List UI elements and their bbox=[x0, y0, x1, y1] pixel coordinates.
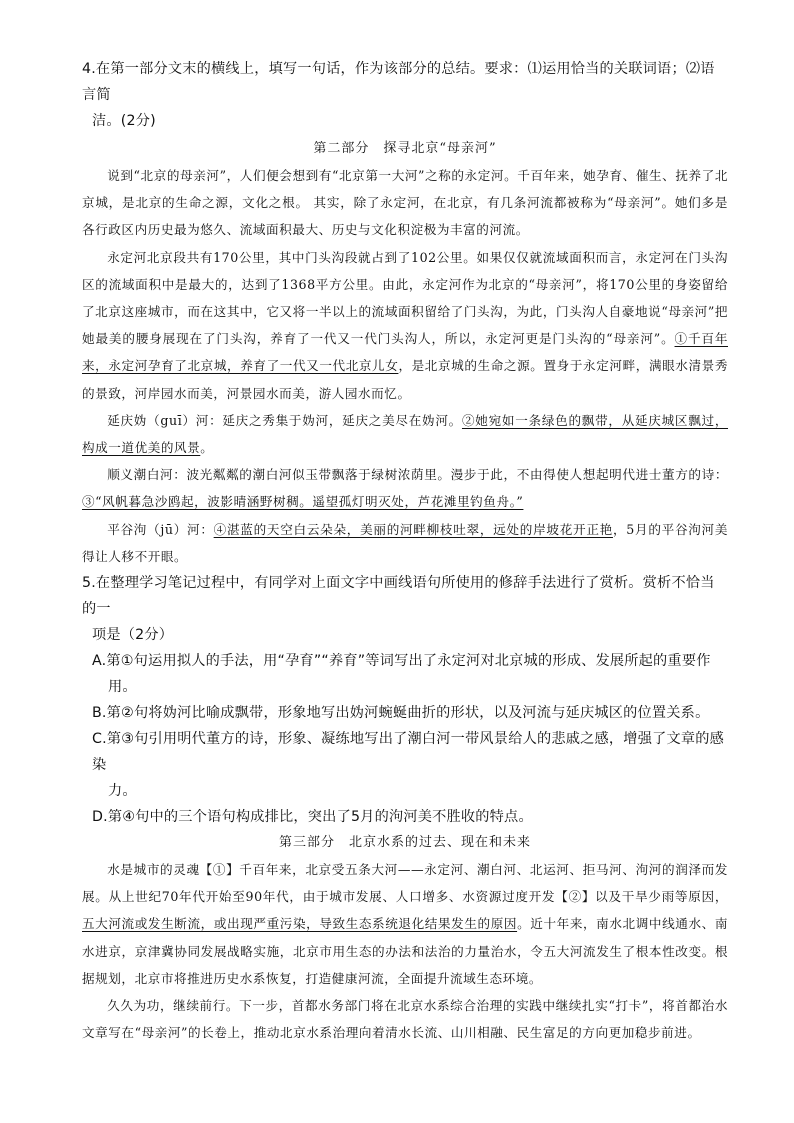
question-5 bbox=[82, 570, 728, 648]
underlined-sentence-1: ①千百年来，永定河孕育了北京城，养育了一代又一代北京儿女 bbox=[82, 331, 728, 374]
part2-paragraph-5-text-a: 平谷泃（jū）河： bbox=[107, 521, 214, 537]
option-a-line1: A.第①句运用拟人的手法，用“孕育”“养育”等词写出了永定河对北京城的形成、发展所起的重要作 bbox=[92, 653, 711, 670]
question-4 bbox=[82, 56, 728, 134]
option-d-line1: D.第④句中的三个语句构成排比，突出了5月的泃河美不胜收的特点。 bbox=[92, 809, 533, 826]
underlined-sentence-4: ④湛蓝的天空白云朵朵，美丽的河畔柳枝吐翠，远处的岸坡花开正艳 bbox=[213, 521, 613, 537]
option-c-line1: C.第③句引用明代董方的诗，形象、凝练地写出了潮白河一带风景给人的悲戚之感，增强了文章的感染 bbox=[92, 731, 725, 774]
option-c[interactable] bbox=[92, 726, 728, 804]
part2-paragraph-3 bbox=[82, 407, 728, 461]
question-5-line1: 5.在整理学习笔记过程中，有同学对上面文字中画线语句所使用的修辞手法进行了赏析。赏析不恰当的一 bbox=[82, 575, 715, 618]
part2-paragraph-5 bbox=[82, 516, 728, 570]
option-a[interactable] bbox=[92, 648, 728, 700]
part2-paragraph-4-text-a: 顺义潮白河：波光粼粼的潮白河似玉带飘落于绿树浓荫里。漫步于此，不由得使人想起明代进士董方的诗： bbox=[107, 467, 728, 483]
option-a-line2: 用。 bbox=[108, 679, 137, 696]
question-4-stem bbox=[82, 56, 728, 134]
option-c-line2: 力。 bbox=[108, 783, 137, 800]
part2-paragraph-1: 说到“北京的母亲河”，人们便会想到有“北京第一大河”之称的永定河。千百年来，她孕育、催生、抚养了北京城，是北京的生命之源，文化之根。 其实，除了永定河，在北京，有几条河流都被称为“母亲河”。她们多是各行政区内历史最为悠久、流域面积最大、历史与文化积淀极为丰富的河流。 bbox=[82, 168, 728, 238]
part2-paragraph-5-text-b: ，5月的平谷泃河美得让人移不开眼。 bbox=[82, 521, 729, 564]
question-4-line1: 4.在第一部分文末的横线上，填写一句话，作为该部分的总结。要求：⑴运用恰当的关联词语；⑵语言简 bbox=[82, 61, 715, 103]
option-b[interactable] bbox=[92, 700, 728, 726]
question-5-stem bbox=[82, 570, 728, 648]
part2-paragraph-2-text-a: 永定河北京段共有170公里，其中门头沟段就占到了102公里。如果仅仅就流域面积而言，永定河在门头沟区的流域面积中是最大的，达到了1368平方公里。由此，永定河作为北京的“母亲河”，将170公里的身姿留给了北京这座城市，而在这其中，它又将一半以上的流域面积留给了门头沟，为此，门头沟人自豪地说“母亲河”把她最美的腰身展现在了门头沟，养育了一代又一代门头沟人，所以，永定河更是门头沟的“母亲河”。 bbox=[82, 249, 728, 347]
underlined-sentence-3: ③“风帆暮急沙鸥起，波影晴涵野树稠。遥望孤灯明灭处，芦花滩里钓鱼舟。” bbox=[82, 494, 524, 510]
question-5-line2: 项是（2分） bbox=[92, 627, 174, 644]
part3-paragraph-2: 久久为功，继续前行。下一步，首都水务部门将在北京水系综合治理的实践中继续扎实“打卡”，将首都治水文章写在“母亲河”的长卷上，推动北京水系治理向着清水长流、山川相融、民生富足的方向更加稳步前进。 bbox=[82, 998, 728, 1041]
part2-paragraph-3-text-a: 延庆妫（guī）河：延庆之秀集于妫河，延庆之美尽在妫河。 bbox=[107, 412, 462, 428]
part3-paragraph-1 bbox=[82, 856, 728, 992]
part3-paragraph-1-text-a: 水是城市的灵魂【①】千百年来，北京受五条大河——永定河、潮白河、北运河、拒马河、泃河的润泽而发展。从上世纪70年代开始至90年代，由于城市发展、人口增多、水资源过度开发【②】以及干旱少雨等原因， bbox=[82, 862, 728, 905]
part2-paragraph-3-text-b: 。 bbox=[200, 440, 214, 456]
option-b-line1: B.第②句将妫河比喻成飘带，形象地写出妫河蜿蜒曲折的形状，以及河流与延庆城区的位置关系。 bbox=[92, 705, 710, 722]
underlined-sentence-2: ②她宛如一条绿色的飘带，从延庆城区飘过，构成一道优美的风景 bbox=[82, 412, 729, 456]
part2-heading: 第二部分 探寻北京“母亲河” bbox=[313, 141, 497, 156]
underlined-sentence-part3: 五大河流或发生断流，或出现严重污染，导致生态系统退化结果发生的原因 bbox=[82, 916, 518, 932]
option-d[interactable] bbox=[92, 804, 728, 830]
part3-heading: 第三部分 北京水系的过去、现在和未来 bbox=[278, 835, 531, 851]
part3-paragraph-1-text-b: 。近十年来，南水北调中线通水、南水进京，京津冀协同发展战略实施，北京市用生态的办法和法治的力量治水，令五大河流发生了根本性改变。根据规划，北京市将推进历史水系恢复，打造健康河流，全面提升流域生态环境。 bbox=[82, 916, 728, 986]
part2-paragraph-4 bbox=[82, 461, 728, 515]
part2-paragraph-2-text-b: ，是北京城的生命之源。置身于永定河畔，满眼水清景秀的景致，河岸园水而美，河景园水而美，游人园水而忆。 bbox=[82, 358, 729, 401]
question-4-line2: 洁。(2分) bbox=[92, 113, 156, 129]
part2-paragraph-2 bbox=[82, 244, 728, 407]
